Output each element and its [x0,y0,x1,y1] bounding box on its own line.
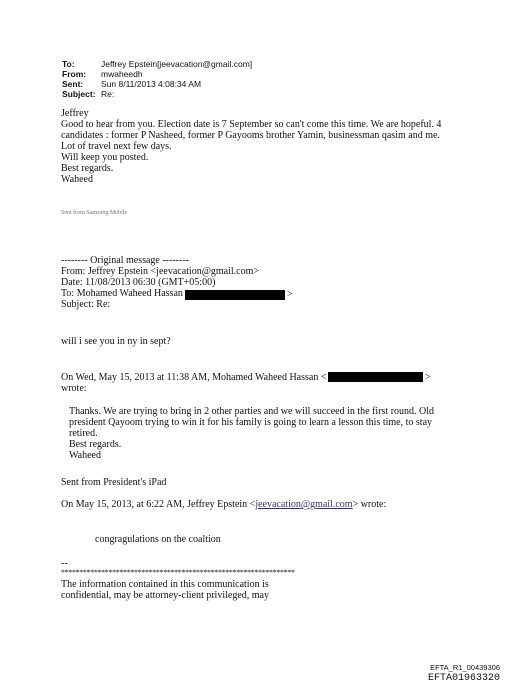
quote2-prefix: On May 15, 2013, at 6:22 AM, Jeffrey Epstein < [61,499,256,510]
quote2-suffix: > wrote: [352,499,387,510]
original-subject: Subject: Re: [61,299,111,310]
reply-line: Waheed [61,174,93,185]
to-value: Jeffrey Epstein[jeevacation@gmail.com] [101,59,253,69]
reply-signature: Sent from Samsung Mobile [61,210,128,216]
quote2-message: congragulations on the coaltion [95,534,221,545]
quote1-line: Best regards. [69,439,122,450]
original-message-text: will i see you in ny in sept? [61,336,171,347]
quote2-email-link[interactable]: jeevacation@gmail.com [255,499,353,510]
reply-line: Will keep you posted. [61,152,149,163]
footer-code-small: EFTA_R1_00439306 [430,663,500,672]
disclaimer-line-2: confidential, may be attorney-client privileged, may [61,590,269,601]
footer-code-big: EFTA01963320 [427,673,500,684]
reply-line: Jeffrey [61,108,89,119]
quote1-header: On Wed, May 15, 2013 at 11:38 AM, Mohamed Waheed Hassan < [61,372,327,383]
original-message-header [61,255,259,310]
redaction-block [328,372,423,382]
original-separator: -------- Original message -------- [61,255,189,266]
reply-line: candidates : former P Nasheed, former P Gayooms brother Yamin, businessman qasim and me. [61,130,440,141]
redaction-block [185,290,285,300]
subject-label: Subject: [62,89,96,99]
original-from: From: Jeffrey Epstein <jeevacation@gmail.com> [61,266,260,277]
quote1-body [69,406,434,461]
quote2-header [61,499,386,510]
reply-line: Lot of travel next few days. [61,141,172,152]
sent-label: Sent: [62,79,84,89]
to-label: To: [62,59,75,69]
disclaimer-dashes: -- [61,558,68,569]
quote1-wrote: wrote: [61,383,87,394]
from-label: From: [62,69,87,79]
quote1-line: president Qayoom trying to win it for his family is going to learn a lesson this time, to stay [69,417,433,428]
quote1-line: retired. [69,428,98,439]
quote1-line: Waheed [69,450,101,461]
quote1-header-end: > [425,372,431,383]
quote1-signature: Sent from President's iPad [61,477,167,488]
disclaimer-line-1: The information contained in this communication is [61,579,269,590]
quote1-line: Thanks. We are trying to bring in 2 other parties and we will succeed in the first round. Old [69,406,435,417]
original-to-end: > [287,289,293,300]
reply-line: Best regards. [61,163,114,174]
original-to-text: To: Mohamed Waheed Hassan [61,288,183,299]
subject-value: Re: [101,89,115,99]
reply-body [61,108,441,185]
reply-line: Good to hear from you. Election date is 7 September so can't come this time. We are hopeful. 4 [61,119,442,130]
from-value: mwaheedh [101,69,143,79]
disclaimer-stars: **************************************************************** [61,568,295,577]
original-date: Date: 11/08/2013 06:30 (GMT+05:00) [61,277,216,288]
sent-value: Sun 8/11/2013 4:08:34 AM [101,79,202,89]
